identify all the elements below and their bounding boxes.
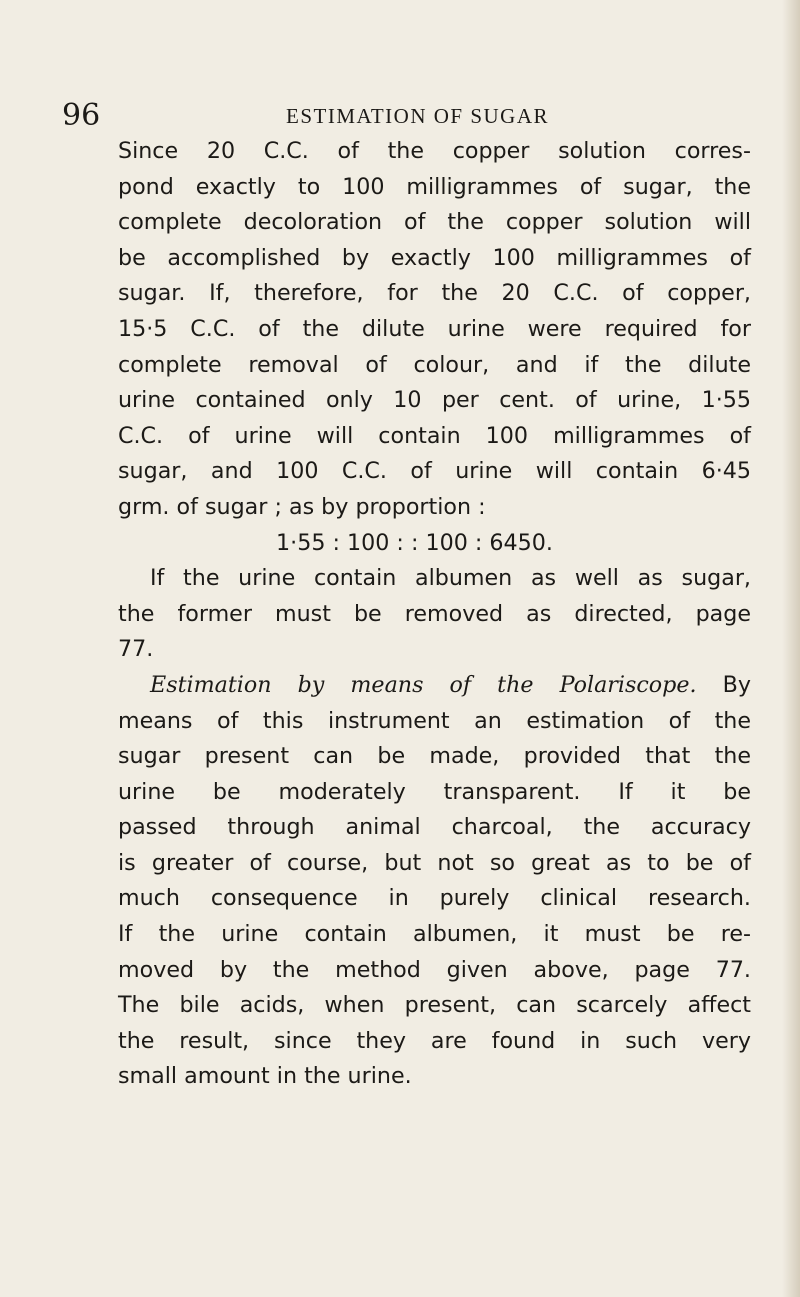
section-polariscope [118,668,751,1095]
section-first-line [118,668,751,704]
text-line: is greater of course, but not so great as to be of [118,849,751,876]
proportion-formula: 1·55 : 100 : : 100 : 6450. [276,529,553,556]
text-line: pond exactly to 100 milligrammes of sugar, the [118,173,751,200]
text-line: moved by the method given above, page 77. [118,956,751,983]
text-line: If the urine contain albumen as well as sugar, [150,565,751,592]
text-line: 15·5 C.C. of the dilute urine were required for [118,315,751,342]
body-text [118,134,751,1095]
text-line: If the urine contain albumen, it must be re- [118,921,751,948]
section-heading: Estimation by means of the Polariscope. [150,671,697,698]
text-line: Since 20 C.C. of the copper solution corres- [118,138,751,164]
section-heading-continuation: By [722,671,751,698]
text-line: means of this instrument an estimation of the [118,707,751,734]
text-line: the former must be removed as directed, page [118,600,751,627]
text-line: C.C. of urine will contain 100 milligrammes of [118,422,751,449]
text-line: urine contained only 10 per cent. of urine, 1·55 [118,387,751,414]
text-line: 77. [118,636,154,663]
text-line: sugar present can be made, provided that the [118,743,751,770]
text-line: sugar. If, therefore, for the 20 C.C. of copper, [118,280,751,307]
running-title: ESTIMATION OF SUGAR [286,104,550,128]
text-line: sugar, and 100 C.C. of urine will contain 6·45 [118,458,751,485]
text-line: complete removal of colour, and if the dilute [118,351,751,378]
text-line: The bile acids, when present, can scarcely affect [118,992,751,1019]
text-line: much consequence in purely clinical research. [118,885,751,912]
text-line: urine be moderately transparent. If it be [118,778,751,805]
text-line: grm. of sugar ; as by proportion : [118,493,486,520]
paragraph-copper-solution [118,134,751,526]
text-line: complete decoloration of the copper solution will [118,209,751,236]
text-line: small amount in the urine. [118,1063,412,1090]
text-line: the result, since they are found in such very [118,1027,751,1054]
page-number: 96 [62,98,101,133]
page-header [62,96,752,136]
paragraph-albumen [118,561,751,668]
text-line: passed through animal charcoal, the accuracy [118,814,751,841]
text-line: be accomplished by exactly 100 milligrammes of [118,244,751,271]
